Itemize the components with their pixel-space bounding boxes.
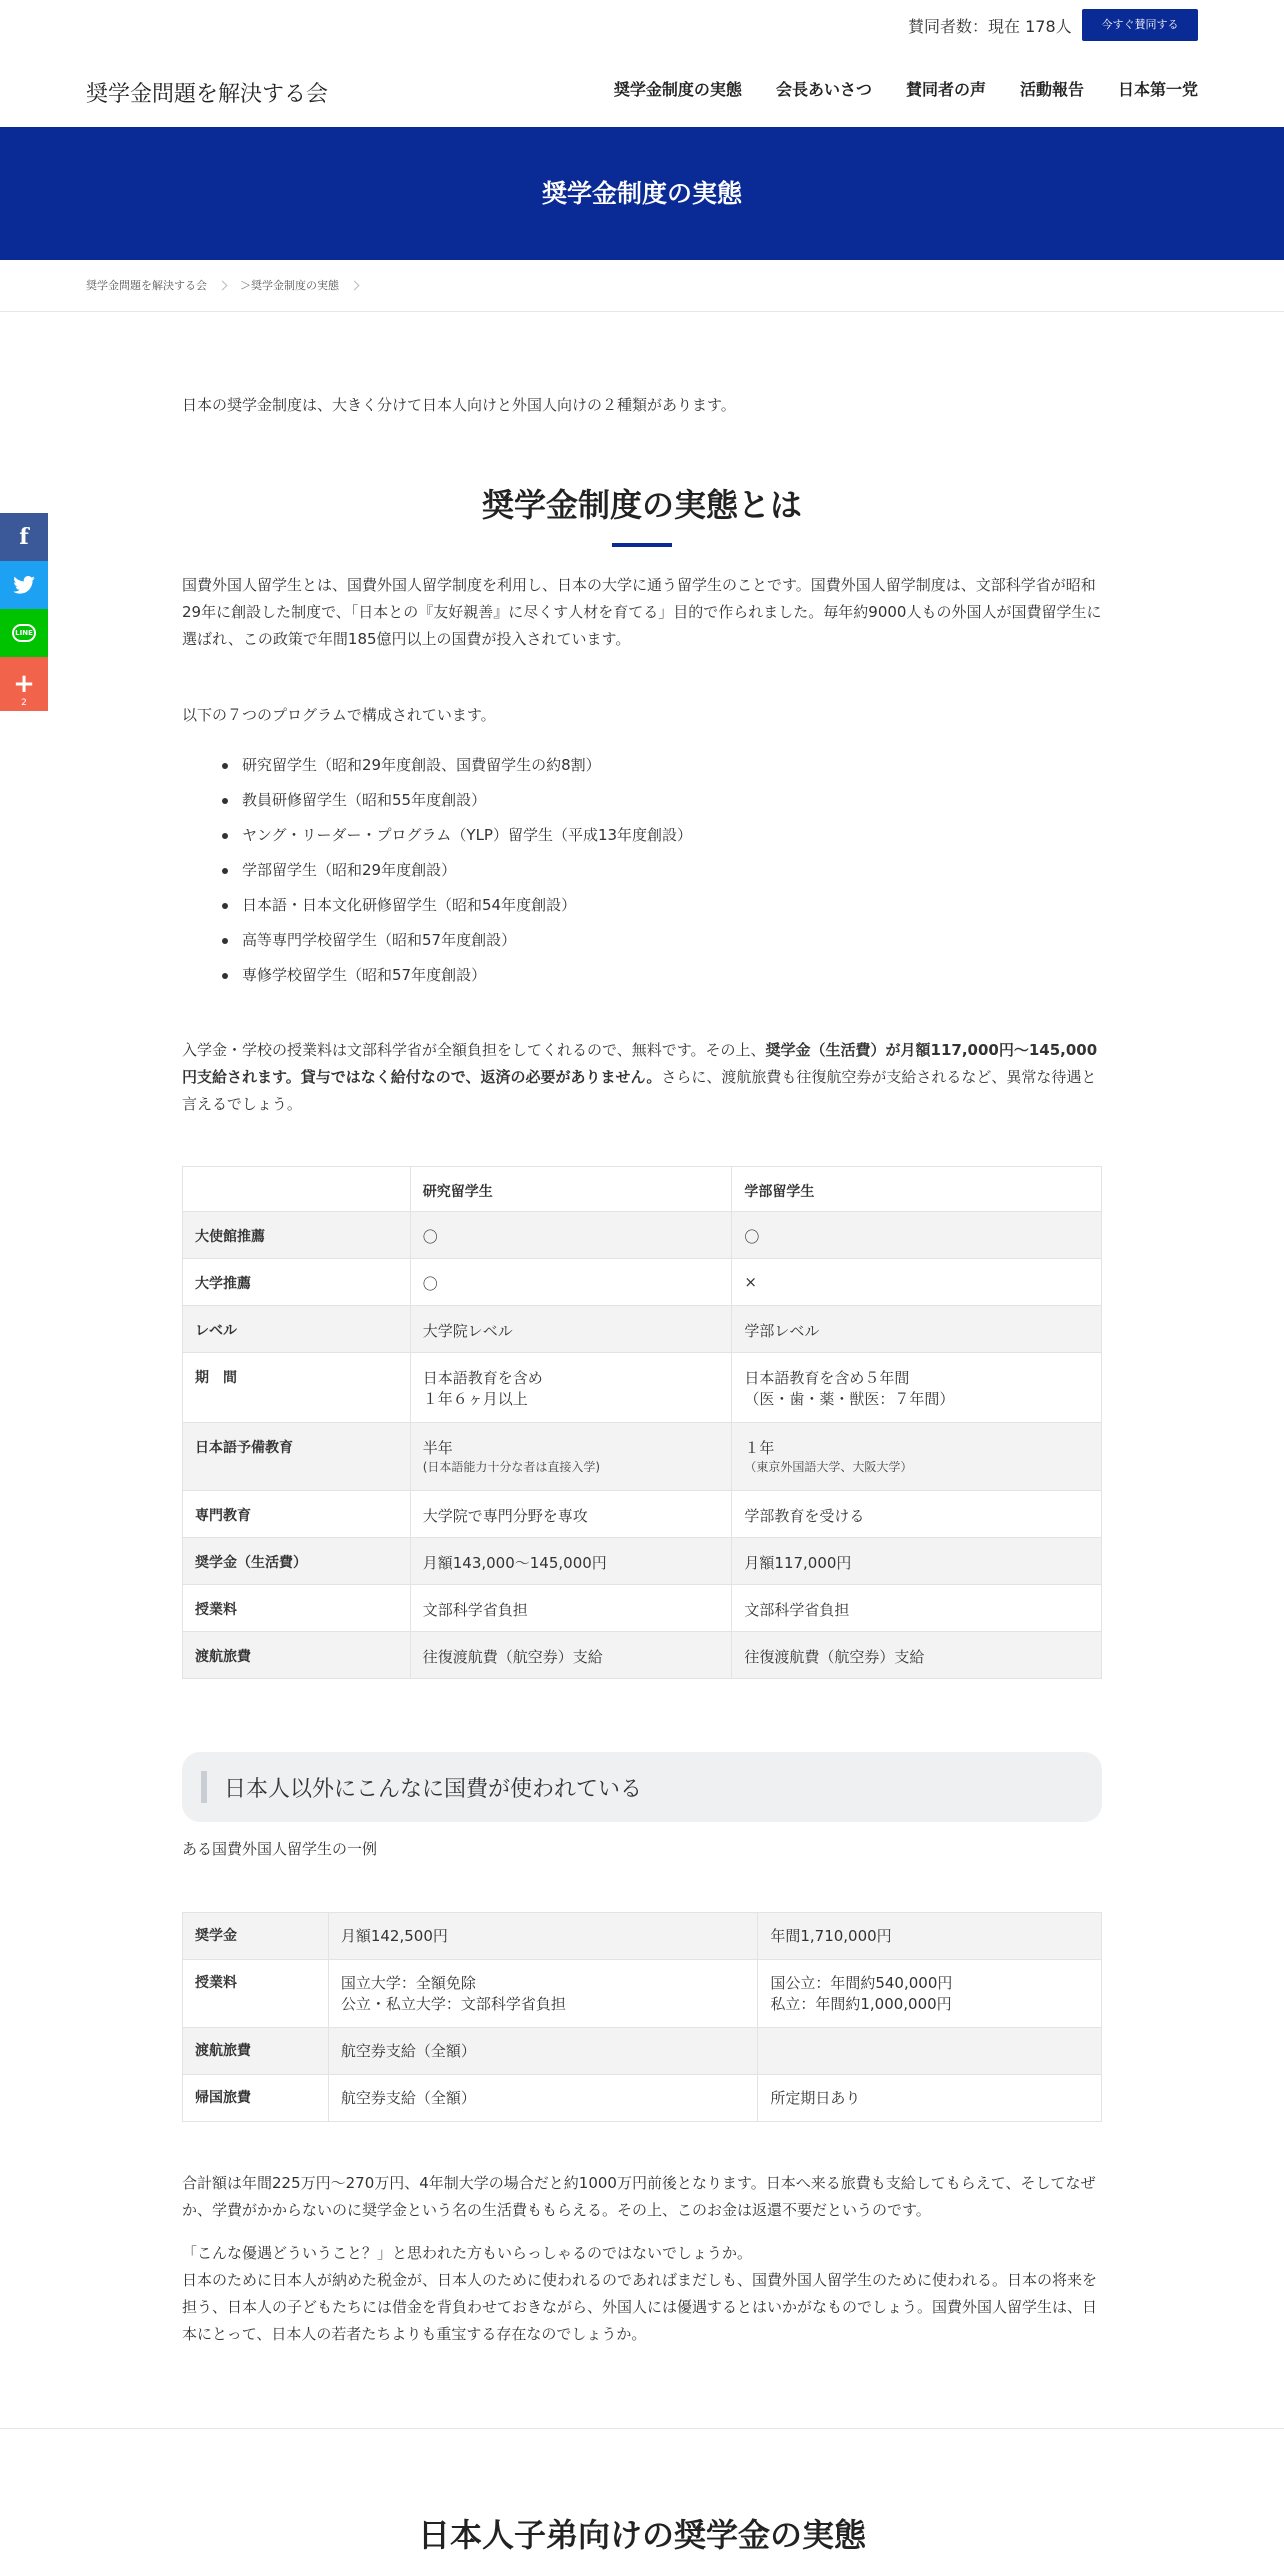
section-title-system: 奨学金制度の実態とは <box>481 486 802 524</box>
list-item: 高等専門学校留学生（昭和57年度創設） <box>182 923 1102 958</box>
nav-item-party[interactable]: 日本第一党 <box>1117 80 1198 99</box>
line-share-button[interactable] <box>0 609 48 657</box>
list-item: ヤング・リーダー・プログラム（YLP）留学生（平成13年度創設） <box>182 818 1102 853</box>
table-header <box>183 1167 411 1212</box>
table-row: 渡航旅費 航空券支給（全額） <box>183 2028 1102 2075</box>
twitter-share-button[interactable] <box>0 561 48 609</box>
more-share-button[interactable] <box>0 657 48 711</box>
table-row: 大学推薦 〇 × <box>183 1259 1102 1306</box>
table-row: 大使館推薦 〇 〇 <box>183 1212 1102 1259</box>
site-header <box>0 52 1284 127</box>
table-row: 日本語予備教育 半年 (日本語能力十分な者は直接入学) １年 （東京外国語大学、大阪大学） <box>183 1423 1102 1491</box>
nav-item-greeting[interactable]: 会長あいさつ <box>775 80 872 99</box>
line-icon: LINE <box>12 624 36 642</box>
comparison-table <box>182 1166 1102 1679</box>
intro-text: 日本の奨学金制度は、大きく分けて日本人向けと外国人向けの２種類があります。 <box>182 396 736 414</box>
share-sidebar <box>0 513 48 711</box>
facebook-icon: f <box>19 524 29 550</box>
callout-accent <box>201 1771 207 1803</box>
page-hero <box>0 127 1284 260</box>
support-now-button[interactable]: 今すぐ賛同する <box>1082 9 1198 41</box>
nav-item-voices[interactable]: 賛同者の声 <box>905 80 986 99</box>
chevron-right-icon <box>218 280 228 290</box>
nav-item-reports[interactable]: 活動報告 <box>1019 80 1084 99</box>
table-row: 奨学金 月額142,500円 年間1,710,000円 <box>183 1913 1102 1960</box>
callout-heading <box>182 1752 1102 1822</box>
table-header: 研究留学生 <box>410 1167 732 1212</box>
chevron-right-icon <box>350 280 360 290</box>
paragraph-total: 合計額は年間225万円〜270万円、4年制大学の場合だと約1000万円前後となります。日本へ来る旅費も支給してもらえて、そしてなぜか、学費がかからないのに奨学金という名の生活費ももらえる。その上、このお金は返還不要だというのです。 <box>182 2174 1096 2219</box>
share-count: 2 <box>21 698 27 708</box>
callout-text: 日本人以外にこんなに国費が使われている <box>224 1777 643 1802</box>
section-underline <box>612 543 672 547</box>
list-item: 日本語・日本文化研修留学生（昭和54年度創設） <box>182 888 1102 923</box>
page-title: 奨学金制度の実態 <box>541 179 742 208</box>
table-header: 学部留学生 <box>732 1167 1102 1212</box>
nav-item-scholarship[interactable]: 奨学金制度の実態 <box>613 80 742 99</box>
paragraph-conclusion: 日本のために日本人が納めた税金が、日本人のために使われるのであればまだしも、国費外国人留学生のために使われる。日本の将来を担う、日本人の子どもたちには借金を背負わせておきながら、外国人には優遇するとはいかがなものでしょう。国費外国人留学生は、日本にとって、日本人の若者たちよりも重宝する存在なのでしょうか。 <box>182 2271 1098 2343</box>
paragraph-question: 「こんな優遇どういうこと？」と思われた方もいらっしゃるのではないでしょうか。 <box>182 2244 753 2262</box>
paragraph-benefits: 入学金・学校の授業料は文部科学省が全額負担をしてくれるので、無料です。その上、奨学金（生活費）が月額117,000円〜145,000円支給されます。貸与ではなく給付なので、返済の必要がありません。さらに、渡航旅費も往復航空券が支給されるなど、異常な待遇と言えるでしょう。 <box>182 1041 1098 1113</box>
breadcrumb-current: ＞奨学金制度の実態 <box>240 279 339 292</box>
twitter-icon <box>13 576 35 594</box>
example-table <box>182 1912 1102 2122</box>
list-item: 学部留学生（昭和29年度創設） <box>182 853 1102 888</box>
table-row: 渡航旅費 往復渡航費（航空券）支給 往復渡航費（航空券）支給 <box>183 1632 1102 1679</box>
benefits-highlight: 奨学金（生活費）が月額117,000円〜145,000円支給されます。貸与ではなく給付なので、返済の必要がありません。 <box>182 1041 1098 1086</box>
table-row: レベル 大学院レベル 学部レベル <box>183 1306 1102 1353</box>
list-item: 教員研修留学生（昭和55年度創設） <box>182 783 1102 818</box>
table-row: 奨学金（生活費） 月額143,000〜145,000円 月額117,000円 <box>183 1538 1102 1585</box>
breadcrumb-home[interactable]: 奨学金問題を解決する会 <box>86 279 207 292</box>
table-row: 授業料 文部科学省負担 文部科学省負担 <box>183 1585 1102 1632</box>
paragraph-programs-intro: 以下の７つのプログラムで構成されています。 <box>182 706 496 724</box>
program-list <box>182 748 1102 993</box>
main-nav <box>614 77 1198 100</box>
table-row: 専門教育 大学院で専門分野を専攻 学部教育を受ける <box>183 1491 1102 1538</box>
site-logo[interactable]: 奨学金問題を解決する会 <box>86 82 329 107</box>
table-row: 期 間 日本語教育を含め １年６ヶ月以上 日本語教育を含め５年間 （医・歯・薬・獣医：７年間） <box>183 1353 1102 1423</box>
list-item: 研究留学生（昭和29年度創設、国費留学生の約8割） <box>182 748 1102 783</box>
list-item: 専修学校留学生（昭和57年度創設） <box>182 958 1102 993</box>
section-title-japanese: 日本人子弟向けの奨学金の実態 <box>417 2516 866 2554</box>
breadcrumb <box>0 260 1284 312</box>
plus-icon: + <box>13 669 35 699</box>
example-caption: ある国費外国人留学生の一例 <box>182 1840 378 1858</box>
section-divider <box>0 2428 1284 2429</box>
paragraph-program: 国費外国人留学生とは、国費外国人留学制度を利用し、日本の大学に通う留学生のことです。国費外国人留学制度は、文部科学省が昭和29年に創設した制度で、「日本との『友好親善』に尽くす人材を育てる」目的で作られました。毎年約9000人もの外国人が国費留学生に選ばれ、この政策で年間185億円以上の国費が投入されています。 <box>182 576 1102 648</box>
supporter-count: 賛同者数：現在 178人 <box>908 17 1072 36</box>
table-row: 帰国旅費 航空券支給（全額） 所定期日あり <box>183 2075 1102 2122</box>
table-row: 授業料 国立大学：全額免除 公立・私立大学：文部科学省負担 国公立：年間約540,000円 私立：年間約1,000,000円 <box>183 1960 1102 2028</box>
utility-bar <box>0 0 1284 52</box>
